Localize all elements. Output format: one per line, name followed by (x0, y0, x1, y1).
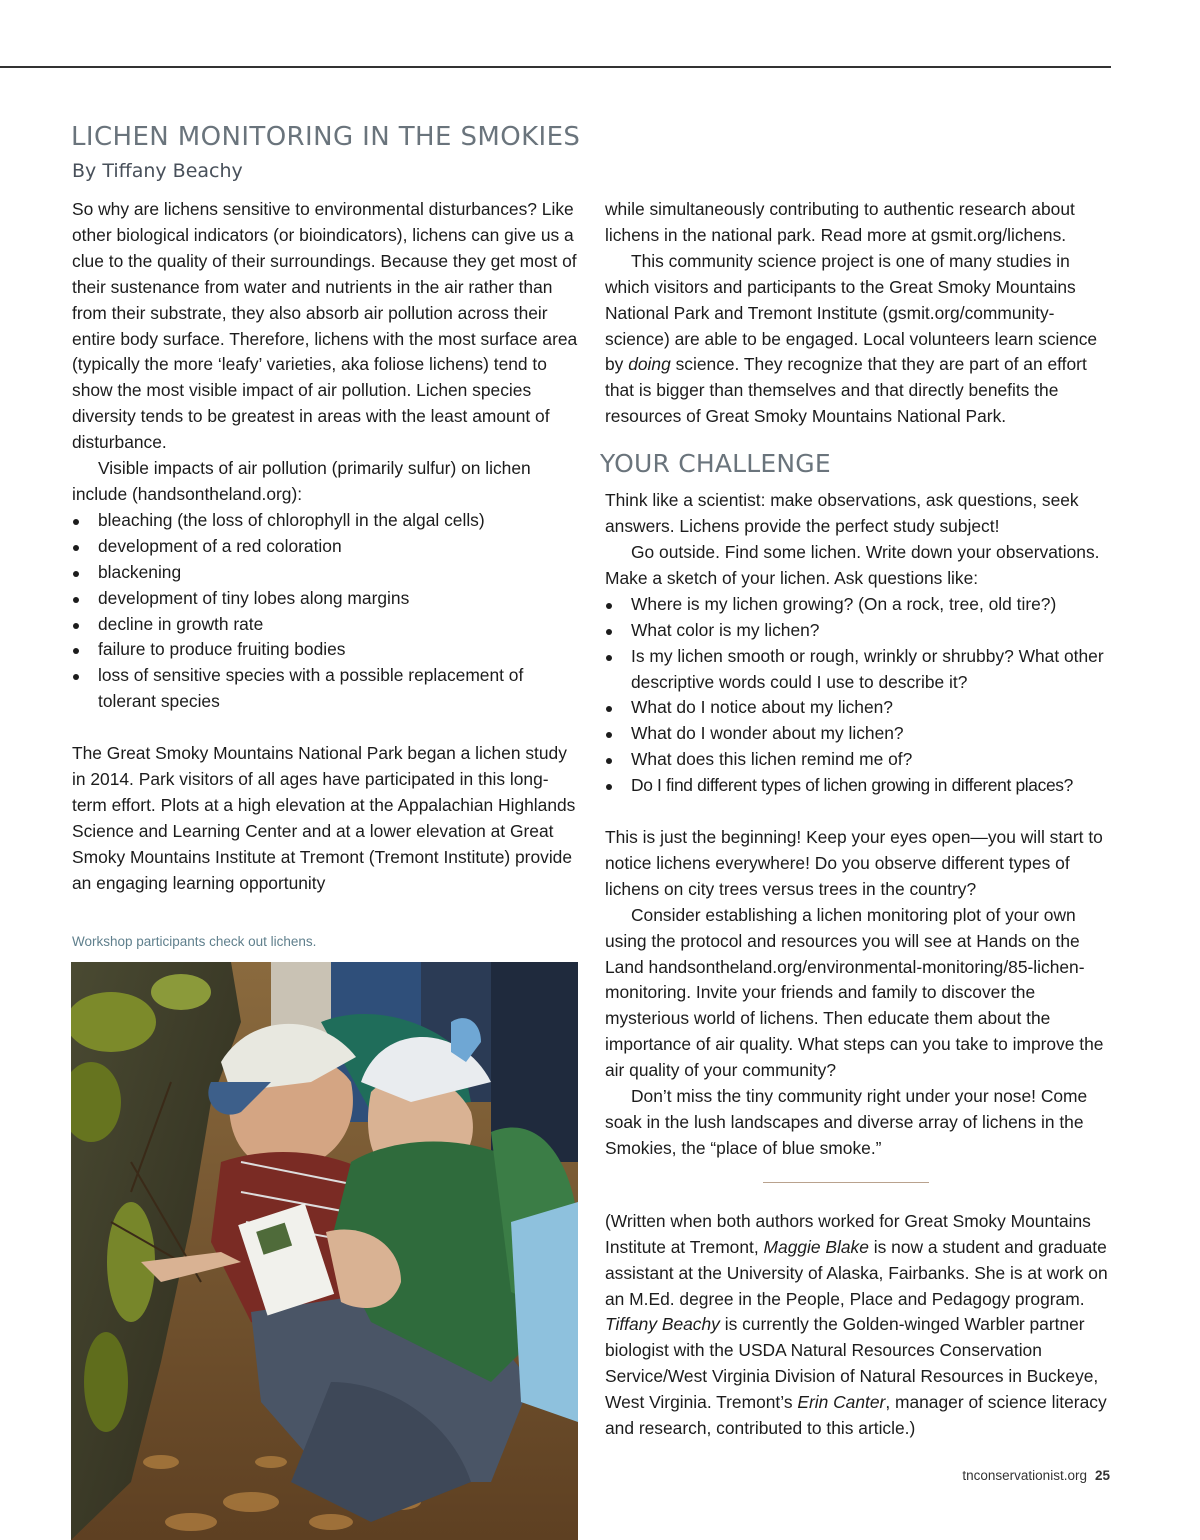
list-item: What do I notice about my lichen? (605, 695, 1115, 721)
paragraph-monitoring-plot: Consider establishing a lichen monitoring plot of your own using the protocol and resources you will see at Hands on the Land handsontheland.org/environmental-monitoring/85-lichen-monitoring. Invite your friends and family to discover the mysterious world of lichens. Then educate them about the importance of air quality. What steps can you take to improve the air quality of your community? (605, 904, 1104, 1081)
article-title: LICHEN MONITORING IN THE SMOKIES (71, 122, 581, 152)
workshop-photo (71, 962, 578, 1540)
author-name: Erin Canter (797, 1392, 886, 1413)
impacts-list (72, 508, 582, 715)
list-item: blackening (72, 560, 582, 586)
text-segment: science. They recognize that they are part of an effort that is bigger than themselves and that directly benefits the resources of Great Smoky Mountains National Park. (605, 354, 1087, 427)
page-footer (962, 1468, 1110, 1483)
paragraph-tiny-community: Don’t miss the tiny community right under your nose! Come soak in the lush landscapes and diverse array of lichens in the Smokies, the “place of blue smoke.” (605, 1086, 1088, 1158)
divider (763, 1182, 929, 1183)
author-name: Tiffany Beachy (605, 1314, 720, 1335)
emphasis-doing: doing (628, 354, 671, 375)
paragraph-community-science (605, 249, 1115, 430)
paragraph-lichen-study: The Great Smoky Mountains National Park began a lichen study in 2014. Park visitors of all ages have participated in this long-term effort. Plots at a high elevation at the Appalachian Highlands Science and Learning Center and at a lower elevation at Great Smoky Mountains Institute at Tremont (Tremont Institute) provide an engaging learning opportunity (72, 743, 576, 893)
paragraph-research: while simultaneously contributing to authentic research about lichens in the national park. Read more at gsmit.org/lichens. (605, 199, 1075, 245)
author-bio (605, 1209, 1115, 1442)
questions-list (605, 592, 1115, 799)
paragraph-sensitivity: So why are lichens sensitive to environmental disturbances? Like other biological indicators (or bioindicators), lichens can give us a clue to the quality of their surroundings. Because they get most of their sustenance from water and nutrients in the air rather than from their substrate, they also absorb air pollution across their entire body surface. Therefore, lichens with the most surface area (typically the more ‘leafy’ varieties, aka foliose lichens) tend to show the most visible impact of air pollution. Lichen species diversity tends to be greatest in areas with the least amount of disturbance. (72, 199, 578, 453)
photo-caption: Workshop participants check out lichens. (72, 934, 317, 949)
text-segment: , manager of science literacy and research, contributed to this article.) (605, 1392, 1107, 1439)
list-item: development of a red coloration (72, 534, 582, 560)
list-item: Where is my lichen growing? (On a rock, tree, old tire?) (605, 592, 1115, 618)
list-item: decline in growth rate (72, 612, 582, 638)
list-item: bleaching (the loss of chlorophyll in the algal cells) (72, 508, 582, 534)
workshop-photo-illustration (71, 962, 578, 1540)
list-item: What do I wonder about my lichen? (605, 721, 1115, 747)
text-segment: is currently the Golden-winged Warbler partner biologist with the USDA Natural Resources Conservation Service/West Virginia Division of Natural Resources in Buckeye, West Virginia. Tremont’s (605, 1314, 1099, 1413)
footer-site: tnconservationist.org (962, 1468, 1087, 1483)
left-column (72, 197, 582, 897)
list-item: Is my lichen smooth or rough, wrinkly or shrubby? What other descriptive words could I use to describe it? (605, 644, 1115, 696)
top-rule (0, 66, 1111, 68)
page-number: 25 (1094, 1468, 1110, 1483)
section-heading-challenge: YOUR CHALLENGE (600, 449, 831, 479)
list-item: development of tiny lobes along margins (72, 586, 582, 612)
paragraph-impacts-intro: Visible impacts of air pollution (primarily sulfur) on lichen include (handsontheland.org): (72, 458, 531, 504)
paragraph-think-like-scientist: Think like a scientist: make observations, ask questions, seek answers. Lichens provide the perfect study subject! (605, 490, 1079, 537)
list-item: Do I find different types of lichen growing in different places? (605, 773, 1115, 799)
article-byline: By Tiffany Beachy (72, 160, 243, 182)
list-item: loss of sensitive species with a possible replacement of tolerant species (72, 663, 582, 715)
list-item: What does this lichen remind me of? (605, 747, 1115, 773)
paragraph-go-outside: Go outside. Find some lichen. Write down your observations. Make a sketch of your lichen. Ask questions like: (605, 541, 1100, 588)
list-item: failure to produce fruiting bodies (72, 637, 582, 663)
list-item: What color is my lichen? (605, 618, 1115, 644)
paragraph-beginning: This is just the beginning! Keep your eyes open—you will start to notice lichens everywhere! Do you observe different types of lichens on city trees versus trees in the country? (605, 827, 1103, 899)
text-segment: This community science project is one of many studies in which visitors and participants to the Great Smoky Mountains National Park and Tremont Institute (gsmit.org/community-science) are able to be engaged. Local volunteers learn science by (605, 250, 1098, 375)
text-segment: is now a student and graduate assistant at the University of Alaska, Fairbanks. She is at work on an M.Ed. degree in the People, Place and Pedagogy program. (605, 1236, 1108, 1309)
right-column (600, 197, 1115, 1442)
text-segment: (Written when both authors worked for Great Smoky Mountains Institute at Tremont, (605, 1210, 1091, 1257)
author-name: Maggie Blake (763, 1236, 869, 1257)
